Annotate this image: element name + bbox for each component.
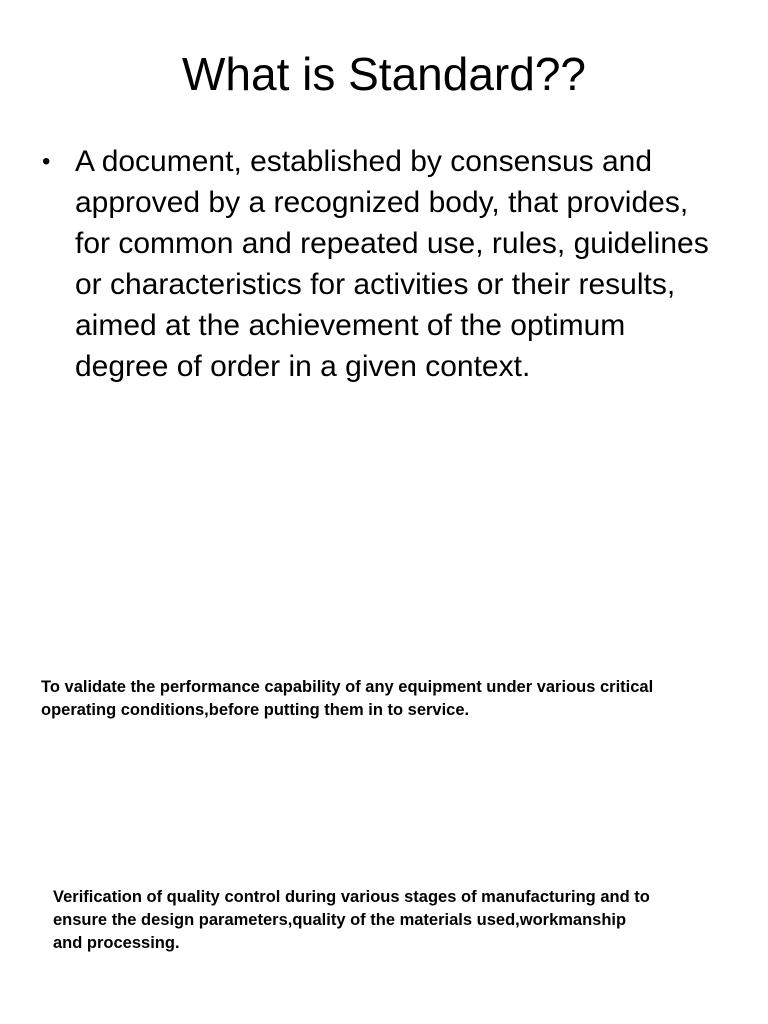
bullet-item bbox=[40, 141, 720, 387]
bullet-icon: • bbox=[42, 148, 51, 175]
slide-title: What is Standard?? bbox=[181, 48, 586, 100]
validation-note: To validate the performance capability of any equipment under various critical operating conditions,before putting them in to service. bbox=[41, 678, 654, 719]
bullet-list bbox=[40, 141, 720, 387]
verification-note: Verification of quality control during various stages of manufacturing and to ensure the design parameters,quality of the materials used,workmanship and processing. bbox=[53, 888, 650, 952]
bullet-text: A document, established by consensus and approved by a recognized body, that provides, for common and repeated use, rules, guidelines or characteristics for activities or their results, aimed at the achievement of the optimum degree of order in a given context. bbox=[75, 145, 709, 383]
